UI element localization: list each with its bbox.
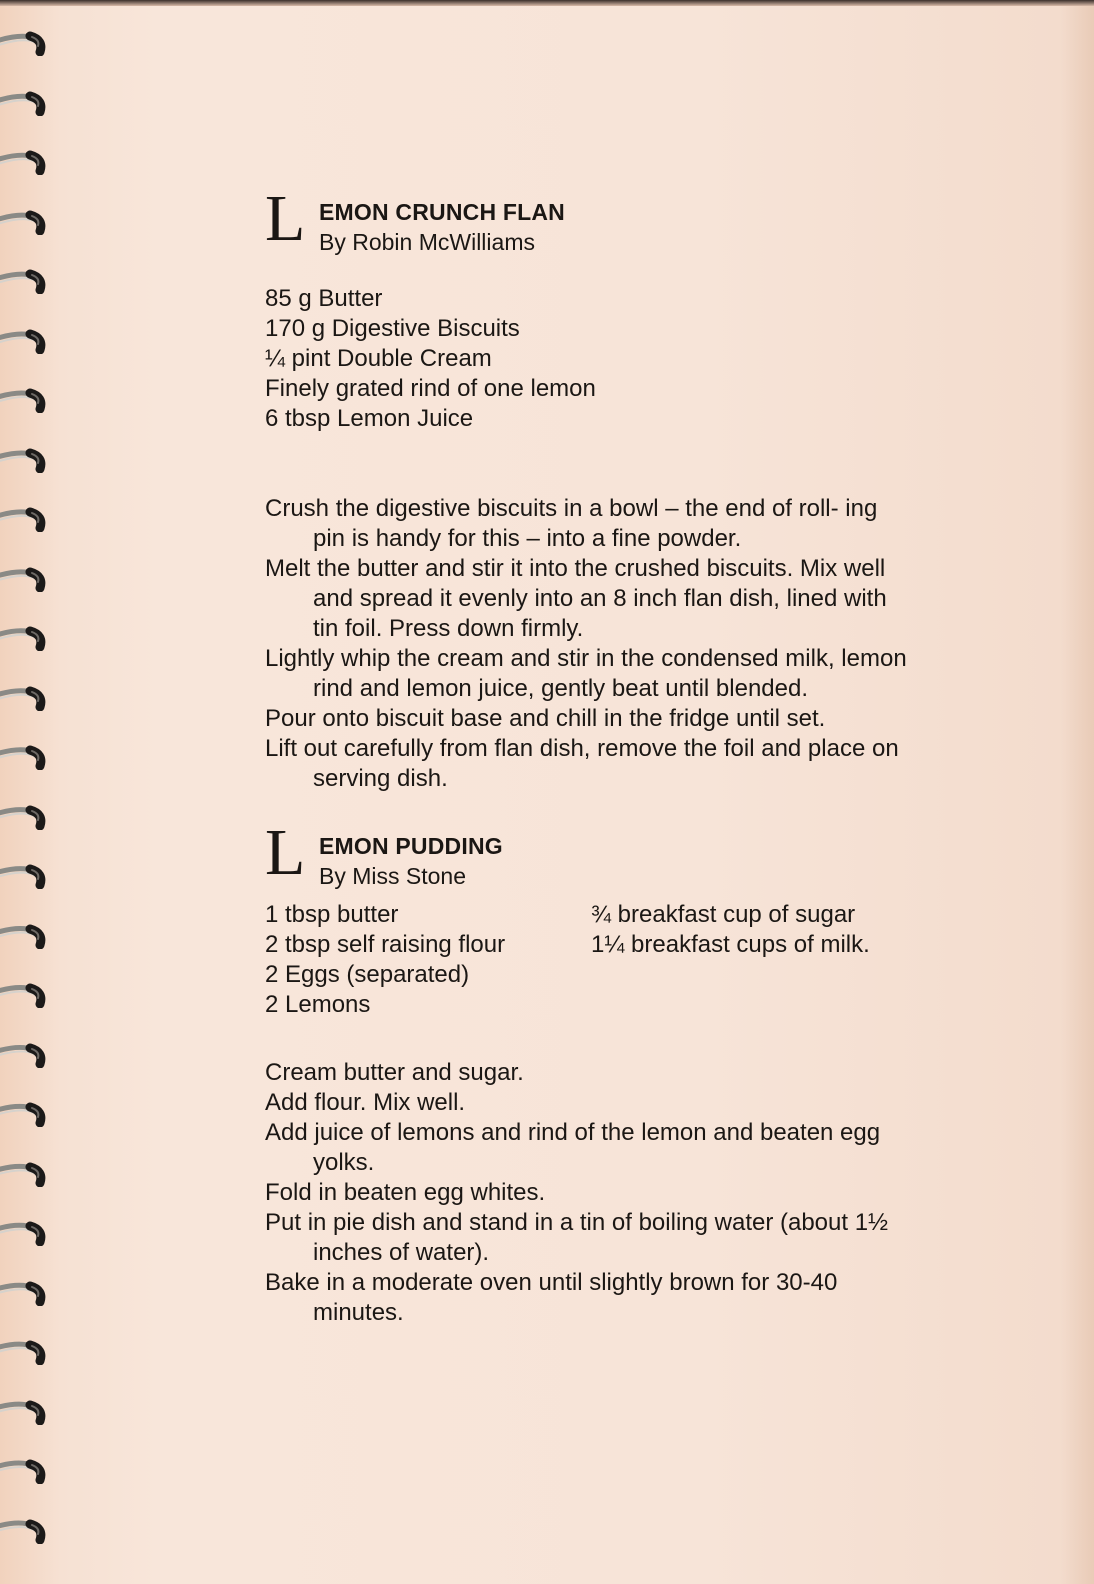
binding-ring [0,744,56,770]
ingredient-list [265,284,915,434]
recipe-author: By Miss Stone [319,863,466,889]
binding-ring [0,387,56,413]
method-step: Add juice of lemons and rind of the lemon and beaten egg yolks. [265,1119,881,1176]
ingredient-list-right [591,900,911,960]
method-step: Pour onto biscuit base and chill in the fridge until set. [265,705,826,732]
ingredient-item: 2 Eggs (separated) [265,961,470,988]
binding-ring [0,1339,56,1365]
binding-ring [0,1101,56,1127]
binding-ring [0,506,56,532]
method-steps [265,494,915,794]
drop-cap: L [265,816,306,889]
ingredient-item: Finely grated rind of one lemon [265,375,596,402]
binding-ring [0,804,56,830]
binding-ring [0,1220,56,1246]
binding-ring [0,1280,56,1306]
binding-ring [0,90,56,116]
method-step: Put in pie dish and stand in a tin of boiling water (about 1½ inches of water). [265,1209,889,1266]
binding-ring [0,982,56,1008]
ingredient-item: ¾ breakfast cup of sugar [591,901,856,928]
ingredient-item: 2 tbsp self raising flour [265,931,506,958]
ingredient-list-left [265,900,585,1020]
method-step: Bake in a moderate oven until slightly brown for 30-40 minutes. [265,1269,838,1326]
binding-ring [0,566,56,592]
method-steps [265,1058,915,1328]
recipe-author: By Robin McWilliams [319,229,535,255]
recipe-heading [265,182,915,255]
ingredient-item: 2 Lemons [265,991,371,1018]
binding-ring [0,447,56,473]
binding-ring [0,1399,56,1425]
binding-ring [0,923,56,949]
binding-ring [0,1161,56,1187]
recipe-content [265,182,915,1328]
recipe-title: EMON PUDDING [319,833,503,859]
binding-ring [0,1458,56,1484]
binding-ring [0,268,56,294]
ingredient-item: 1¼ breakfast cups of milk. [591,931,870,958]
spiral-binding [0,0,64,1584]
recipe-lemon-crunch-flan [265,182,915,794]
binding-ring [0,149,56,175]
method-step: Cream butter and sugar. [265,1059,524,1086]
binding-ring [0,863,56,889]
binding-ring [0,328,56,354]
page-top-edge [0,0,1094,6]
binding-ring [0,625,56,651]
binding-ring [0,1042,56,1068]
method-step: Lift out carefully from flan dish, remove the foil and place on serving dish. [265,735,899,792]
binding-ring [0,30,56,56]
ingredient-item: 1 tbsp butter [265,901,399,928]
method-step: Crush the digestive biscuits in a bowl – the end of roll- ing pin is handy for this – into a fine powder. [265,495,878,552]
method-step: Fold in beaten egg whites. [265,1179,546,1206]
ingredient-item: 6 tbsp Lemon Juice [265,405,474,432]
drop-cap: L [265,182,306,255]
ingredient-item: ¼ pint Double Cream [265,345,492,372]
ingredient-columns [265,900,915,1020]
method-step: Melt the butter and stir it into the crushed biscuits. Mix well and spread it evenly into an 8 inch flan dish, lined with tin foil. Press down firmly. [265,555,887,642]
method-step: Add flour. Mix well. [265,1089,466,1116]
ingredient-item: 85 g Butter [265,285,383,312]
recipe-lemon-pudding [265,816,915,1328]
recipe-title: EMON CRUNCH FLAN [319,199,565,225]
binding-ring [0,1518,56,1544]
recipe-heading [265,816,915,889]
binding-ring [0,685,56,711]
method-step: Lightly whip the cream and stir in the condensed milk, lemon rind and lemon juice, gently beat until blended. [265,645,907,702]
ingredient-item: 170 g Digestive Biscuits [265,315,520,342]
binding-ring [0,209,56,235]
